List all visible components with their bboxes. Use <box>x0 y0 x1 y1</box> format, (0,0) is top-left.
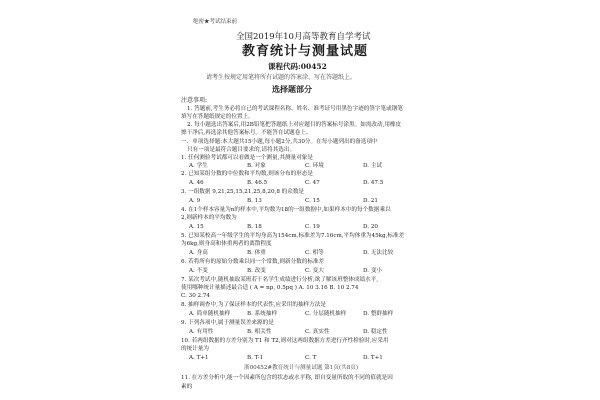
question-4-stem-cont: 2,则新样本的平均数为 <box>181 215 237 221</box>
q8-option-c: C. 分层随机抽样 <box>305 311 347 317</box>
page-footer: 浙00452#教育统计与测量试题 第1页(共8页) <box>244 365 359 371</box>
q6-option-d: D. 变小 <box>363 268 383 274</box>
note-1a: 1. 答题前,考生务必将自己的考试课程名称、姓名、准考证号用黑色字迹的签字笔或钢笔 <box>187 106 403 112</box>
q4-option-a: A. 15 <box>189 224 204 230</box>
instruction-intro: 请考生按规定用笔将所有试题的答案涂、写在答题纸上。 <box>206 74 357 81</box>
q4-option-c: C. 19 <box>305 224 320 230</box>
q9-option-c: C. 真实性 <box>305 329 330 335</box>
q5-option-a: A. 身高 <box>189 250 208 256</box>
q3-option-c: C. 15 <box>305 198 320 204</box>
q1-option-a: A. 学生 <box>189 163 208 169</box>
question-11-line2: 素的 <box>181 384 193 390</box>
question-7-stem-cont: 使用哪种统计量描述最合适 ( A = np, 0.5pq ) A. 10 3.16 B. 10 2.74 <box>181 285 359 291</box>
part1-instruction-2: 只有一项是最符合题目要求的,请将其选出。 <box>187 147 296 153</box>
note-2b: 擦干净后,再选涂其他答案标号。不能答在试题卷上。 <box>181 130 312 136</box>
exam-title-line1: 全国2019年10月高等教育自学考试 <box>236 32 371 42</box>
q1-option-b: B. 对象 <box>247 163 266 169</box>
q4-option-d: D. 20 <box>363 224 378 230</box>
note-2a: 2. 每小题选出答案后,用2B铅笔把答题纸上对应题目的答案标号涂黑。如需改动,用橡皮 <box>187 122 402 128</box>
question-2-stem: 2. 已知某组分数的中位数和平均数,则该分布的形态是 <box>181 171 313 177</box>
question-5-stem-cont: 为6kg,则身高和体重两者的离散程度 <box>181 241 272 247</box>
question-9-stem: 9. 下列各项中,属于测量误差来源的是 <box>181 320 274 326</box>
part1-instruction-1: 一、单项选择题:本大题共15小题,每小题2分,共30分。在每小题列出的备选项中 <box>181 139 378 145</box>
q3-option-b: B. 13 <box>247 198 262 204</box>
section-title: 选择题部分 <box>272 84 312 94</box>
q10-option-c: C. T <box>305 355 317 361</box>
question-4-stem: 4. 在1个样本容量为n的样本中,平均数为18的一组数据中,如果样本中的每个数据乘以 <box>181 207 391 213</box>
q5-option-c: C. 相等 <box>305 250 324 256</box>
q10-option-d: D. T+1 <box>363 355 383 361</box>
q1-option-d: D. 主试 <box>363 163 383 169</box>
question-8-stem: 8. 抽样调查中,为了保证样本的代表性,应采用的抽样方法是 <box>181 302 326 308</box>
q5-option-d: D. 无法比较 <box>363 250 394 256</box>
q2-option-c: C. 47 <box>305 180 320 186</box>
question-11-line1: 11. 在方差分析中,能一个因素所包含的状态或水平称, 即自变量所取的不同的值就是因 <box>181 375 393 381</box>
q2-option-b: B. 46.5 <box>247 180 268 186</box>
q6-option-a: A. 不变 <box>189 268 208 274</box>
q9-option-a: A. 有用性 <box>189 329 214 335</box>
question-7-stem-cont2: C. 30 2.74 <box>181 293 210 299</box>
q9-option-d: D. 稳定性 <box>363 329 388 335</box>
q10-option-a: A. T+1 <box>189 355 209 361</box>
q8-option-a: A. 简单随机抽样 <box>189 311 231 317</box>
q10-option-b: B. T-1 <box>247 355 264 361</box>
q9-option-b: B. 相关性 <box>247 329 272 335</box>
q2-option-d: D. 47.5 <box>363 180 384 186</box>
q1-option-c: C. 环境 <box>305 163 324 169</box>
question-7-stem: 7. 某次考试中,随机抽取某班若干名学生成绩进行分析,欲了解该班整体成绩水平, <box>181 277 379 283</box>
question-5-stem: 5. 已知某校高一年级学生的平均身高为154cm,标准差为7.16cm,平均体重为45kg,标准差 <box>181 233 405 239</box>
q3-option-a: A. 9 <box>189 198 201 204</box>
q4-option-b: B. 18 <box>247 224 262 230</box>
confidential-note: 绝密★考试结束前 <box>193 19 238 25</box>
q6-option-c: C. 变大 <box>305 268 324 274</box>
q6-option-b: B. 改变 <box>247 268 266 274</box>
exam-title-line2: 教育统计与测量试题 <box>242 44 369 59</box>
note-1b: 填写在答题纸规定的位置上。 <box>181 114 254 120</box>
q8-option-b: B. 系统抽样 <box>247 311 278 317</box>
notes-heading: 注意事项: <box>181 97 208 104</box>
question-10-stem-cont: 的统计量为 <box>181 346 209 352</box>
q3-option-d: D. 21 <box>363 198 378 204</box>
question-10-stem: 10. 若两组数据的方差分别为 T1 和 T2,则对这两组数据方差进行齐性检验时,应采用 <box>181 338 389 344</box>
question-1-stem: 1. 任何测验考试都可以看做是一个测量,其测量对象是 <box>181 155 313 161</box>
question-3-stem: 3. 一组数据 9,21,25,15,21,25,8,20,8 的众数是 <box>181 189 305 195</box>
course-code: 课程代码:00452 <box>268 62 327 71</box>
q2-option-a: A. 46 <box>189 180 204 186</box>
question-6-stem: 6. 若将所有的原始分数乘以同一个常数,则新分数的标准差 <box>181 259 325 265</box>
q8-option-d: D. 整群抽样 <box>363 311 394 317</box>
q5-option-b: B. 体重 <box>247 250 266 256</box>
